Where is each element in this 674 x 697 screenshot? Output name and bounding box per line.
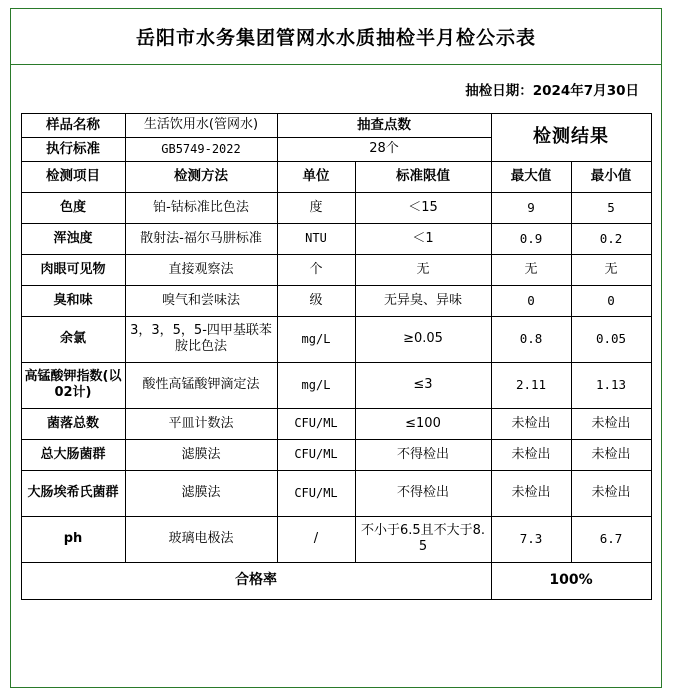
row-max: 0.9 <box>491 223 571 254</box>
row-max: 9 <box>491 192 571 223</box>
row-unit: 级 <box>277 285 355 316</box>
row-method: 3，3，5，5-四甲基联苯胺比色法 <box>125 316 277 362</box>
column-header-method: 检测方法 <box>125 161 277 192</box>
row-item: 色度 <box>21 192 125 223</box>
row-min: 未检出 <box>571 439 651 470</box>
table-row <box>21 439 651 470</box>
row-max: 0.8 <box>491 316 571 362</box>
table-row <box>21 362 651 408</box>
row-limit: ≤3 <box>355 362 491 408</box>
column-header-unit: 单位 <box>277 161 355 192</box>
title-bar <box>11 9 661 65</box>
table-row <box>21 408 651 439</box>
row-item: 大肠埃希氏菌群 <box>21 470 125 516</box>
row-min: 未检出 <box>571 408 651 439</box>
row-min: 0.05 <box>571 316 651 362</box>
row-max: 0 <box>491 285 571 316</box>
row-item: 总大肠菌群 <box>21 439 125 470</box>
check-points-label: 抽查点数 <box>277 114 491 138</box>
sample-name-label: 样品名称 <box>21 114 125 138</box>
sampling-date: 抽检日期：2024年7月30日 <box>465 83 639 99</box>
row-item: ph <box>21 516 125 562</box>
row-unit: mg/L <box>277 316 355 362</box>
table-footer-row <box>21 562 651 599</box>
column-header-max: 最大值 <box>491 161 571 192</box>
column-header-limit: 标准限值 <box>355 161 491 192</box>
row-limit: ＜1 <box>355 223 491 254</box>
row-min: 未检出 <box>571 470 651 516</box>
row-max: 未检出 <box>491 408 571 439</box>
row-item: 浑浊度 <box>21 223 125 254</box>
row-limit: 不得检出 <box>355 470 491 516</box>
row-max: 2.11 <box>491 362 571 408</box>
row-limit: ＜15 <box>355 192 491 223</box>
row-unit: / <box>277 516 355 562</box>
pass-rate-label: 合格率 <box>21 562 491 599</box>
row-max: 7.3 <box>491 516 571 562</box>
row-method: 铂-钴标准比色法 <box>125 192 277 223</box>
table-row <box>21 516 651 562</box>
row-min: 无 <box>571 254 651 285</box>
row-item: 高锰酸钾指数(以02计) <box>21 362 125 408</box>
row-min: 0 <box>571 285 651 316</box>
row-item: 余氯 <box>21 316 125 362</box>
row-max: 未检出 <box>491 439 571 470</box>
row-method: 直接观察法 <box>125 254 277 285</box>
row-method: 酸性高锰酸钾滴定法 <box>125 362 277 408</box>
row-method: 滤膜法 <box>125 470 277 516</box>
row-unit: 度 <box>277 192 355 223</box>
row-limit: 不小于6.5且不大于8.5 <box>355 516 491 562</box>
result-header: 检测结果 <box>491 114 651 162</box>
row-method: 玻璃电极法 <box>125 516 277 562</box>
row-min: 0.2 <box>571 223 651 254</box>
row-max: 无 <box>491 254 571 285</box>
row-item: 肉眼可见物 <box>21 254 125 285</box>
row-item: 臭和味 <box>21 285 125 316</box>
row-min: 6.7 <box>571 516 651 562</box>
row-min: 1.13 <box>571 362 651 408</box>
row-limit: 无 <box>355 254 491 285</box>
table-row <box>21 223 651 254</box>
table-row <box>21 192 651 223</box>
sampling-date-row <box>11 65 661 113</box>
table-row <box>21 316 651 362</box>
row-limit: 不得检出 <box>355 439 491 470</box>
document-frame <box>10 8 662 688</box>
row-method: 平皿计数法 <box>125 408 277 439</box>
row-unit: CFU/ML <box>277 408 355 439</box>
row-method: 嗅气和尝味法 <box>125 285 277 316</box>
row-method: 滤膜法 <box>125 439 277 470</box>
standard-value: GB5749-2022 <box>125 137 277 161</box>
row-unit: NTU <box>277 223 355 254</box>
table-row <box>21 285 651 316</box>
water-quality-table <box>21 113 652 600</box>
row-unit: CFU/ML <box>277 439 355 470</box>
page-title: 岳阳市水务集团管网水水质抽检半月检公示表 <box>135 27 536 49</box>
column-header-min: 最小值 <box>571 161 651 192</box>
row-unit: CFU/ML <box>277 470 355 516</box>
row-limit: ≤100 <box>355 408 491 439</box>
row-limit: 无异臭、异味 <box>355 285 491 316</box>
row-unit: 个 <box>277 254 355 285</box>
row-method: 散射法-福尔马肼标准 <box>125 223 277 254</box>
table-row-sample-name <box>21 114 651 138</box>
row-limit: ≥0.05 <box>355 316 491 362</box>
table-row <box>21 470 651 516</box>
row-max: 未检出 <box>491 470 571 516</box>
table-header-row <box>21 161 651 192</box>
row-unit: mg/L <box>277 362 355 408</box>
check-points-value: 28个 <box>277 137 491 161</box>
row-min: 5 <box>571 192 651 223</box>
table-row <box>21 254 651 285</box>
column-header-item: 检测项目 <box>21 161 125 192</box>
sample-name-value: 生活饮用水(管网水) <box>125 114 277 138</box>
pass-rate-value: 100% <box>491 562 651 599</box>
standard-label: 执行标准 <box>21 137 125 161</box>
row-item: 菌落总数 <box>21 408 125 439</box>
